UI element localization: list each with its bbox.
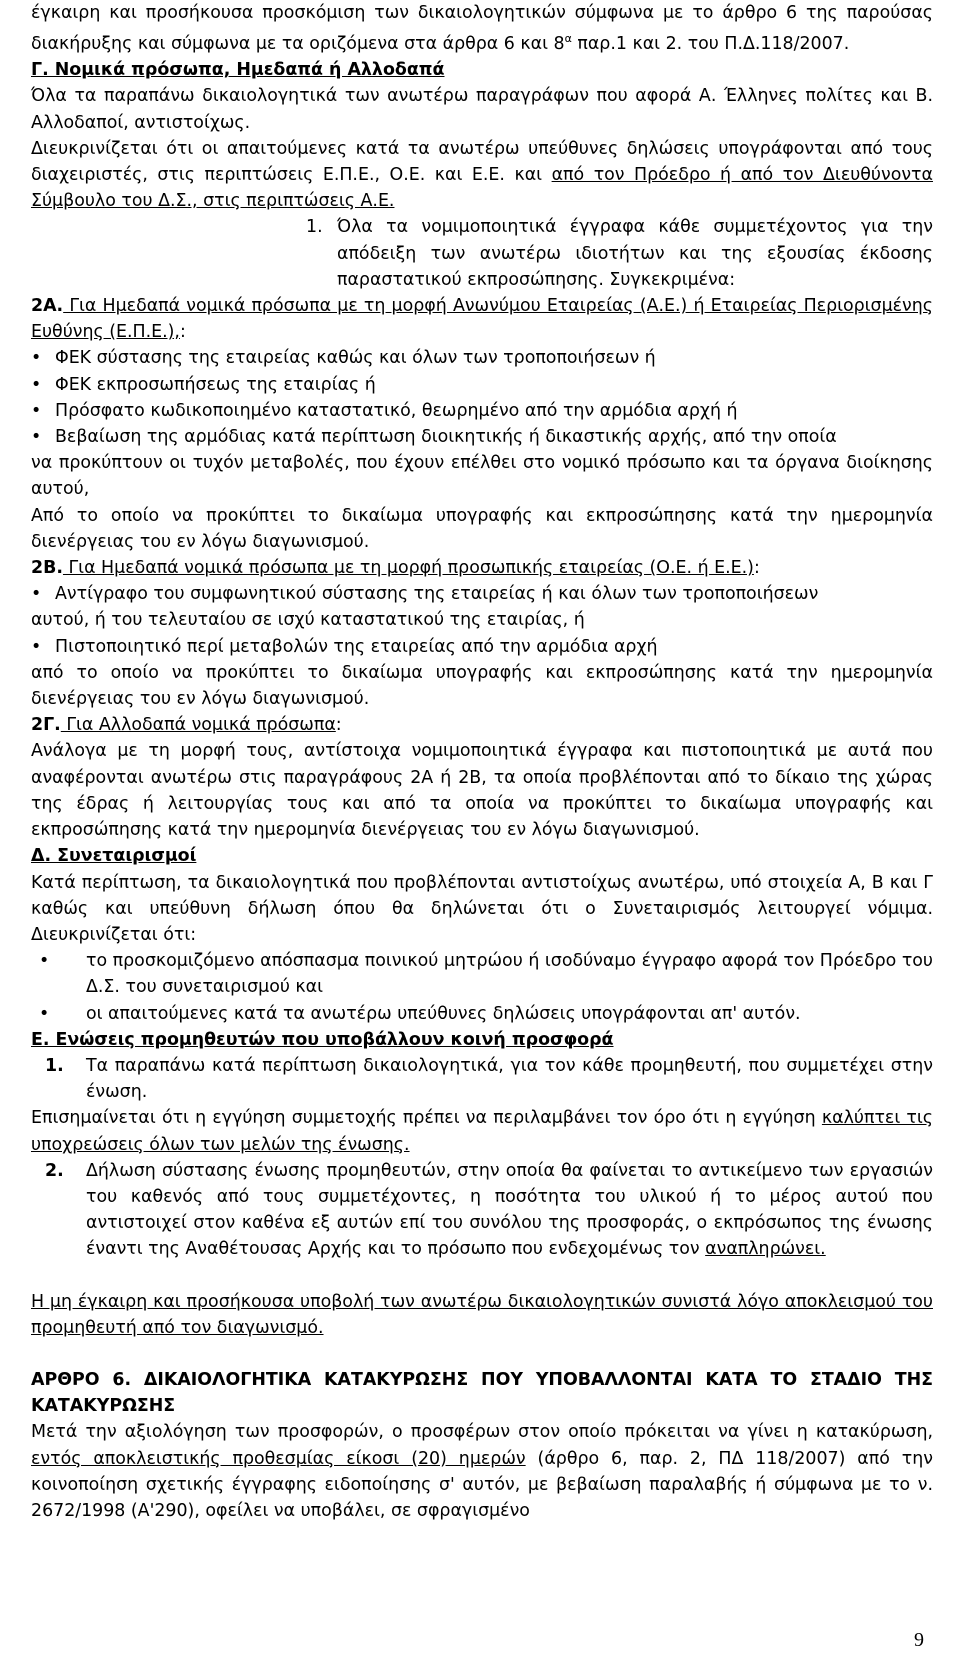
guarantee-note: Επισημαίνεται ότι η εγγύηση συμμετοχής πρέπει να περιλαμβάνει τον όρο ότι η εγγύηση καλύπτει τις υποχρεώσεις όλων των μελών της ένωσης. [31, 1108, 933, 1155]
list-item: • ΦΕΚ σύστασης της εταιρείας καθώς και όλων των τροποποιήσεων ή [31, 345, 933, 371]
numbered-item-e2: 2. Δήλωση σύστασης ένωσης προμηθευτών, στην οποία θα φαίνεται το αντικείμενο των εργασιών του καθενός από τους συμμετέχοντες, η ποσότητα του υλικού ή το μέρος αυτού που αντιστοιχεί στον καθένα εξ αυτών επί του συνόλου της προσφοράς, ο εκπρόσωπος της ένωσης έναντι της Αναθέτουσας Αρχής και το πρόσωπο που ενδεχομένως τον αναπληρώνει. [45, 1160, 933, 1260]
section-g-text: Όλα τα παραπάνω δικαιολογητικά των ανωτέρω παραγράφων που αφορά Α. Έλληνες πολίτες και Β. Αλλοδαποί, αντιστοίχως. [31, 86, 933, 133]
clarification-paragraph: Διευκρινίζεται ότι οι απαιτούμενες κατά τα ανωτέρω υπεύθυνες δηλώσεις υπογράφονται από τους διαχειριστές, στις περιπτώσεις Ε.Π.Ε., Ο.Ε. και Ε.Ε. και από τον Πρόεδρο ή από τον Διευθύνοντα Σύμβουλο του Δ.Σ., στις περιπτώσεις Α.Ε. [31, 138, 933, 212]
section-d-text: Κατά περίπτωση, τα δικαιολογητικά που προβλέπονται αντιστοίχως ανωτέρω, υπό στοιχεία Α, Β και Γ καθώς και υπεύθυνη δήλωση όπου θα δηλώνεται ότι ο Συνεταιρισμός λειτουργεί νόμιμα. Διευκρινίζεται ότι: [31, 872, 933, 945]
numbered-item-1: 1. Όλα τα νομιμοποιητικά έγγραφα κάθε συμμετέχοντος για την απόδειξη των ανωτέρω ιδιοτήτων και της εξουσίας έκδοσης παραστατικού εκπροσώπησης. Συγκεκριμένα: [306, 217, 933, 290]
list-item: • Πιστοποιητικό περί μεταβολών της εταιρείας από την αρμόδια αρχή [31, 634, 933, 660]
section-e-heading: Ε. Ενώσεις προμηθευτών που υποβάλλουν κοινή προσφορά [31, 1029, 614, 1050]
list-item: • το προσκομιζόμενο απόσπασμα ποινικού μητρώου ή ισοδύναμο έγγραφο αφορά τον Πρόεδρο του Δ.Σ. του συνεταιρισμού και [31, 948, 933, 1000]
list-2b-second [31, 634, 933, 660]
list-item: • Αντίγραφο του συμφωνητικού σύστασης της εταιρείας ή και όλων των τροποποιήσεων [31, 581, 933, 607]
article-6-heading: ΑΡΘΡΟ 6. ΔΙΚΑΙΟΛΟΓΗΤΙΚΑ ΚΑΤΑΚΥΡΩΣΗΣ ΠΟΥ ΥΠΟΒΑΛΛΟΝΤΑΙ ΚΑΤΑ ΤΟ ΣΤΑΔΙΟ ΤΗΣ ΚΑΤΑΚΥΡΩΣΗΣ [31, 1369, 933, 1417]
list-2b-continuation: αυτού, ή του τελευταίου σε ισχύ καταστατικού της εταιρίας, ή [31, 610, 585, 631]
subsection-2b-heading: 2Β. Για Ημεδαπά νομικά πρόσωπα με τη μορφή προσωπικής εταιρείας (Ο.Ε. ή Ε.Ε.): [31, 558, 760, 579]
list-2a [31, 345, 933, 450]
list-item: • οι απαιτούμενες κατά τα ανωτέρω υπεύθυνες δηλώσεις υπογράφονται απ' αυτόν. [31, 1001, 933, 1027]
intro-paragraph: έγκαιρη και προσήκουσα προσκόμιση των δικαιολογητικών σύμφωνα με το άρθρο 6 της παρούσας διακήρυξης και σύμφωνα με τα οριζόμενα στα άρθρα 6 και $8^\alpha$ παρ.1 και 2. του Π.Δ.118/2007. [31, 3, 933, 54]
subsection-2g-heading: 2Γ. Για Αλλοδαπά νομικά πρόσωπα: [31, 715, 342, 736]
list-item: • ΦΕΚ εκπροσωπήσεως της εταιρίας ή [31, 372, 933, 398]
list-d [31, 948, 933, 1027]
list-2b [31, 581, 933, 607]
late-submission-note: Η μη έγκαιρη και προσήκουσα υποβολή των ανωτέρω δικαιολογητικών συνιστά λόγο αποκλεισμού του προμηθευτή από τον διαγωνισμό. [31, 1291, 933, 1338]
list-item: • Βεβαίωση της αρμόδιας κατά περίπτωση διοικητικής ή δικαστικής αρχής, από την οποία [31, 424, 933, 450]
subsection-2a-heading: 2Α. Για Ημεδαπά νομικά πρόσωπα με τη μορφή Ανωνύμου Εταιρείας (Α.Ε.) ή Εταιρείας Περιορισμένης Ευθύνης (Ε.Π.Ε.),: [31, 296, 933, 343]
signature-rights-text-2: από το οποίο να προκύπτει το δικαίωμα υπογραφής και εκπροσώπησης κατά την ημερομηνία διενέργειας του εν λόγω διαγωνισμού. [31, 662, 933, 710]
document-page [31, 0, 933, 1524]
section-d-heading: Δ. Συνεταιρισμοί [31, 846, 197, 867]
subsection-2g-text: Ανάλογα με τη μορφή τους, αντίστοιχα νομιμοποιητικά έγγραφα και πιστοποιητικά με αυτά που αναφέρονται ανωτέρω στις παραγράφους 2Α ή 2Β, τα οποία προβλέπονται από το δίκαιο της χώρας της έδρας ή λειτουργίας τους και από τα οποία να προκύπτει το δικαίωμα υπογραφής και εκπροσώπησης κατά την ημερομηνία διενέργειας του εν λόγω διαγωνισμού. [31, 741, 933, 841]
page-number: 9 [914, 1628, 924, 1651]
article-6-text: Μετά την αξιολόγηση των προσφορών, ο προσφέρων στον οποίο πρόκειται να γίνει η κατακύρωση, εντός αποκλειστικής προθεσμίας είκοσι (20) ημερών (άρθρο 6, παρ. 2, ΠΔ 118/2007) από την κοινοποίηση σχετικής έγγραφης ειδοποίησης σ' αυτόν, με βεβαίωση παραλαβής ή σύμφωνα με το ν. 2672/1998 (Α'290), οφείλει να υποβάλει, σε σφραγισμένο [31, 1422, 933, 1521]
list-item: • Πρόσφατο κωδικοποιημένο καταστατικό, θεωρημένο από την αρμόδια αρχή ή [31, 398, 933, 424]
signature-rights-text-1: Από το οποίο να προκύπτει το δικαίωμα υπογραφής και εκπροσώπησης κατά την ημερομηνία διενέργειας του εν λόγω διαγωνισμού. [31, 505, 933, 552]
list-2a-continuation: να προκύπτουν οι τυχόν μεταβολές, που έχουν επέλθει στο νομικό πρόσωπο και τα όργανα διοίκησης αυτού, [31, 453, 933, 500]
section-g-heading: Γ. Νομικά πρόσωπα, Ημεδαπά ή Αλλοδαπά [31, 60, 445, 81]
numbered-item-e1: 1. Τα παραπάνω κατά περίπτωση δικαιολογητικά, για τον κάθε προμηθευτή, που συμμετέχει στην ένωση. [45, 1055, 933, 1103]
